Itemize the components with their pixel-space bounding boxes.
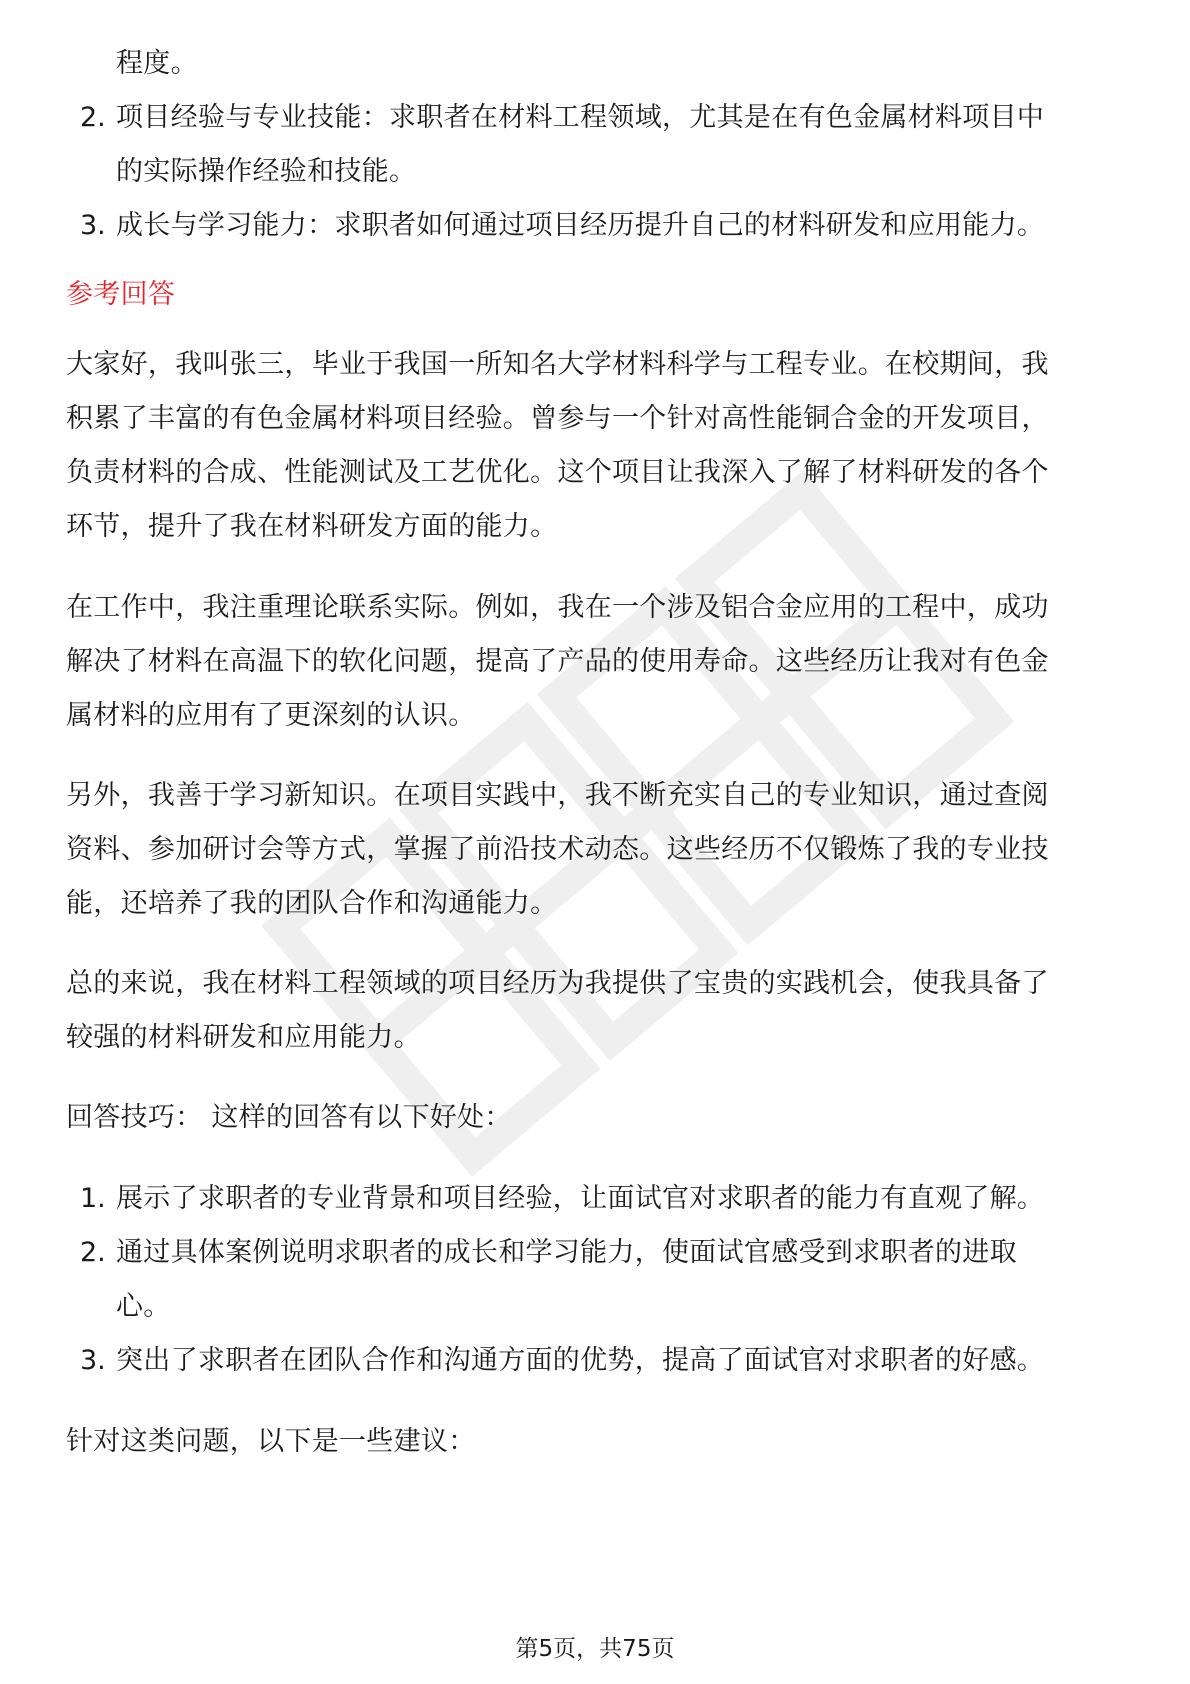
tip-number: 2.	[80, 1237, 106, 1268]
criteria-number: 2.	[80, 102, 106, 133]
paragraph-line: 大家好，我叫张三，毕业于我国一所知名大学材料科学与工程专业。在校期间，我	[66, 349, 1049, 380]
tip-line: 展示了求职者的专业背景和项目经验，让面试官对求职者的能力有直观了解。	[116, 1183, 1045, 1214]
page-footer: 第5页，共75页	[515, 1636, 675, 1662]
paragraph-line: 环节，提升了我在材料研发方面的能力。	[66, 511, 558, 542]
paragraph-line: 另外，我善于学习新知识。在项目实践中，我不断充实自己的专业知识，通过查阅	[66, 780, 1049, 811]
tip-line: 突出了求职者在团队合作和沟通方面的优势，提高了面试官对求职者的好感。	[116, 1345, 1045, 1376]
criteria-line: 的实际操作经验和技能。	[116, 156, 417, 187]
tip-number: 1.	[80, 1183, 106, 1214]
tip-number: 3.	[80, 1345, 106, 1376]
paragraph-line: 总的来说，我在材料工程领域的项目经历为我提供了宝贵的实践机会，使我具备了	[66, 968, 1049, 999]
paragraph-line: 资料、参加研讨会等方式，掌握了前沿技术动态。这些经历不仅锻炼了我的专业技	[66, 834, 1049, 865]
tip-line: 心。	[116, 1291, 171, 1322]
tips-intro: 回答技巧： 这样的回答有以下好处：	[66, 1102, 512, 1133]
tip-line: 通过具体案例说明求职者的成长和学习能力，使面试官感受到求职者的进取	[116, 1237, 1017, 1268]
paragraph-line: 在工作中，我注重理论联系实际。例如，我在一个涉及铝合金应用的工程中，成功	[66, 592, 1049, 623]
paragraph-line: 积累了丰富的有色金属材料项目经验。曾参与一个针对高性能铜合金的开发项目，	[66, 403, 1049, 434]
criteria-number: 3.	[80, 210, 106, 241]
paragraph-line: 较强的材料研发和应用能力。	[66, 1022, 421, 1053]
criteria-line: 成长与学习能力：求职者如何通过项目经历提升自己的材料研发和应用能力。	[116, 210, 1045, 241]
paragraph-line: 负责材料的合成、性能测试及工艺优化。这个项目让我深入了解了材料研发的各个	[66, 457, 1049, 488]
intro-tail-text: 程度。	[116, 48, 198, 79]
paragraph-line: 解决了材料在高温下的软化问题，提高了产品的使用寿命。这些经历让我对有色金	[66, 646, 1049, 677]
criteria-line: 项目经验与专业技能：求职者在材料工程领域，尤其是在有色金属材料项目中	[116, 102, 1045, 133]
paragraph-line: 属材料的应用有了更深刻的认识。	[66, 700, 476, 731]
advice-intro: 针对这类问题，以下是一些建议：	[66, 1426, 476, 1457]
section-heading: 参考回答	[66, 279, 176, 310]
paragraph-line: 能，还培养了我的团队合作和沟通能力。	[66, 888, 558, 919]
